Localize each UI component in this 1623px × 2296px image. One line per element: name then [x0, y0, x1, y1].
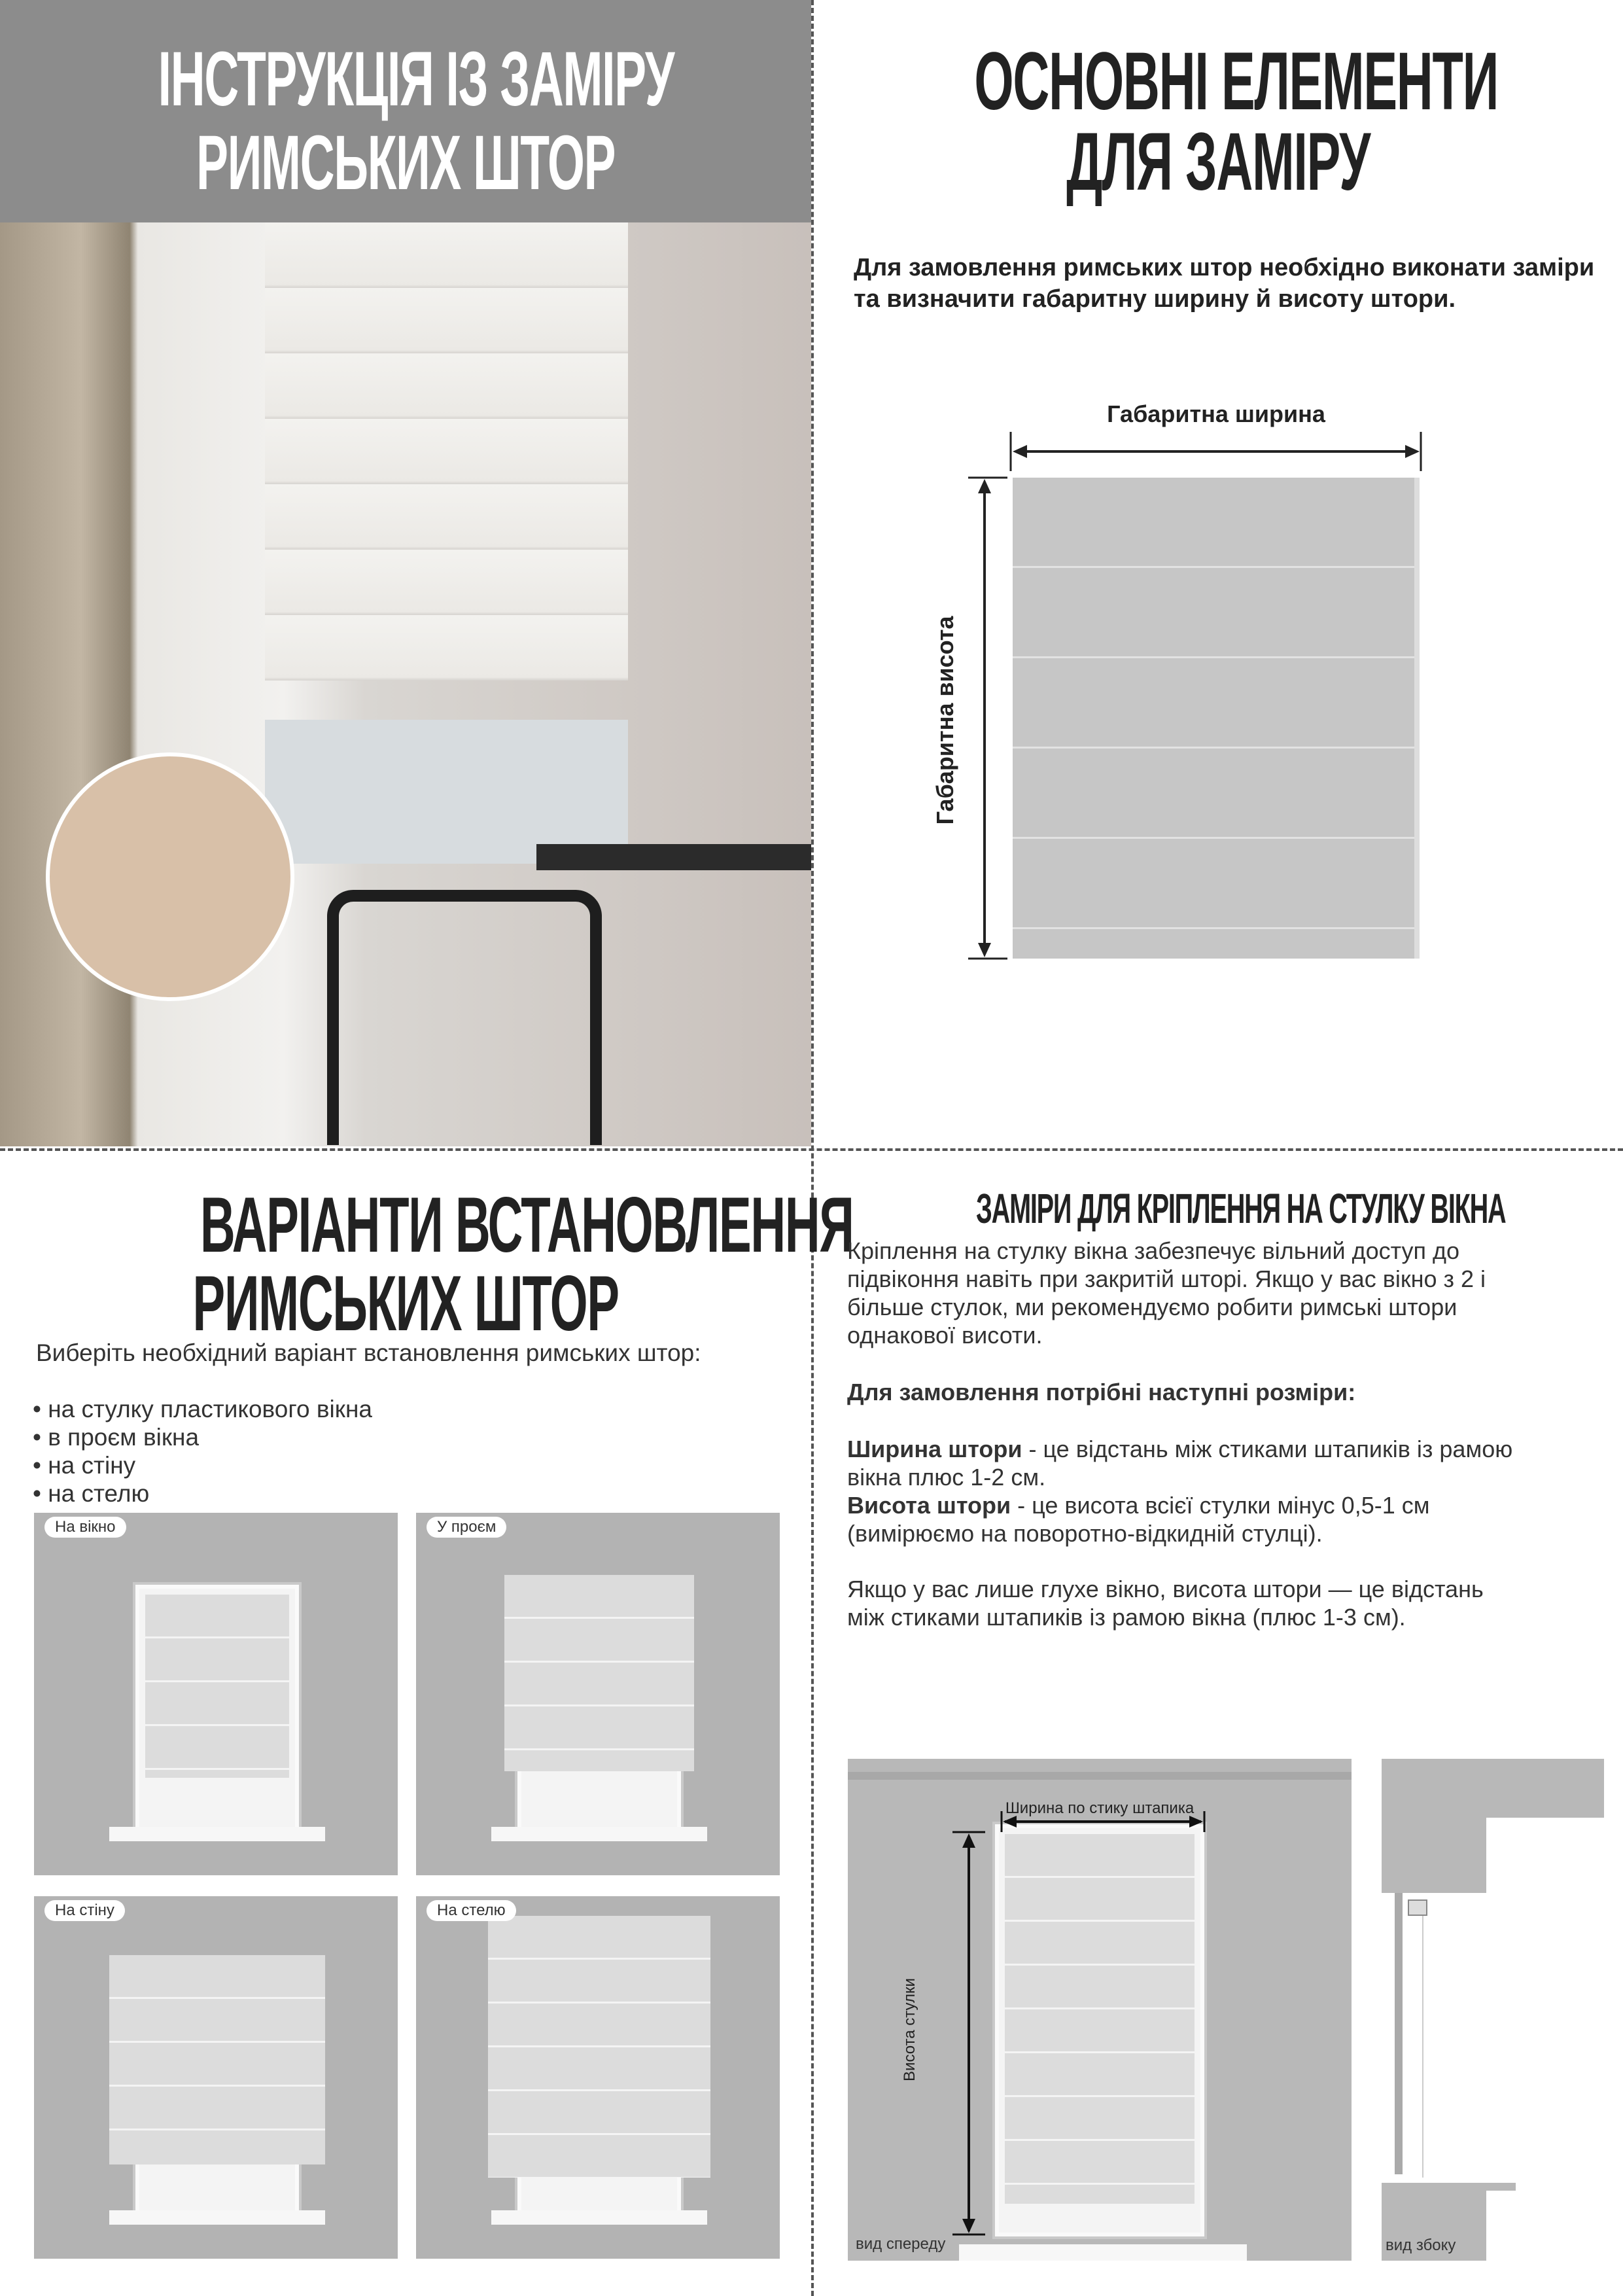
text-line: підвіконня навіть при закритій шторі. Якщо у вас вікно з 2 і: [847, 1265, 1486, 1292]
variant-tile-window: [34, 1513, 398, 1875]
side-view-diagram: [1382, 1759, 1604, 2261]
width-term: Ширина штори: [847, 1436, 1022, 1462]
elements-title-line-2: ДЛЯ ЗАМІРУ: [1066, 116, 1370, 207]
horizontal-divider: [0, 1148, 1623, 1151]
tile-label: На вікно: [44, 1517, 126, 1538]
variants-subtitle: Виберіть необхідний варіант встановлення римських штор:: [36, 1339, 701, 1366]
variant-tile-wall: [34, 1896, 398, 2259]
sash-title: ЗАМІРИ ДЛЯ КРІПЛЕННЯ НА СТУЛКУ ВІКНА: [976, 1185, 1506, 1232]
tile-label: У проєм: [427, 1517, 506, 1538]
bullet-item: • на стулку пластикового вікна: [33, 1396, 372, 1422]
header-title-line-1: ІНСТРУКЦІЯ ІЗ ЗАМІРУ: [158, 36, 674, 122]
text-line: Якщо у вас лише глухе вікно, висота штори — це відстань: [847, 1576, 1484, 1602]
text-line: (вимірюємо на поворотно-відкидній стулці).: [847, 1520, 1323, 1547]
sash-description: [847, 1237, 1512, 1631]
tile-label: На стіну: [44, 1900, 125, 1921]
variants-title-line-2: РИМСЬКИХ ШТОР: [192, 1260, 619, 1347]
text-line: вікна плюс 1-2 см.: [847, 1464, 1046, 1491]
header-title-line-2: РИМСЬКИХ ШТОР: [196, 120, 616, 206]
text-line: - це висота всієї стулки мінус 0,5-1 см: [1011, 1492, 1430, 1519]
variants-title-line-1: ВАРІАНТИ ВСТАНОВЛЕННЯ: [200, 1181, 854, 1269]
front-height-label: Висота стулки: [901, 1978, 918, 2081]
bullet-item: • на стелю: [33, 1480, 150, 1507]
text-line: між стиками штапиків із рамою вікна (плюс 1-3 см).: [847, 1604, 1406, 1631]
bullet-item: • в проєм вікна: [33, 1424, 200, 1451]
variants-bullet-list: [33, 1395, 372, 1508]
roman-shade-photo: [0, 222, 811, 1146]
tile-label: На стелю: [427, 1900, 516, 1921]
text-line: - це відстань між стиками штапиків із рамою: [1022, 1436, 1513, 1462]
elements-intro: Для замовлення римських штор необхідно виконати заміри та визначити габаритну ширину й висоту штори.: [854, 254, 1595, 313]
front-view-diagram: [848, 1759, 1352, 2261]
overall-height-label: Габаритна висота: [932, 616, 958, 825]
front-view-caption: вид спереду: [856, 2235, 946, 2253]
elements-title-line-1: ОСНОВНІ ЕЛЕМЕНТИ: [974, 36, 1499, 127]
front-dimension-arrows: [848, 1759, 1352, 2261]
sizes-heading: Для замовлення потрібні наступні розміри:: [847, 1379, 1356, 1405]
variant-tile-ceiling: [416, 1896, 780, 2259]
text-line: більше стулок, ми рекомендуємо робити римські штори: [847, 1294, 1457, 1320]
height-term: Висота штори: [847, 1492, 1011, 1519]
header-banner: [0, 0, 811, 222]
text-line: однакової висоти.: [847, 1322, 1043, 1349]
front-width-label: Ширина по стику штапика: [1005, 1799, 1195, 1817]
side-view-caption: вид збоку: [1386, 2236, 1456, 2254]
variant-tile-opening: [416, 1513, 780, 1875]
bullet-item: • на стіну: [33, 1452, 136, 1479]
text-line: Кріплення на стулку вікна забезпечує вільний доступ до: [847, 1237, 1460, 1264]
overall-width-label: Габаритна ширина: [1107, 400, 1325, 427]
roman-shade-diagram: [1013, 478, 1420, 959]
